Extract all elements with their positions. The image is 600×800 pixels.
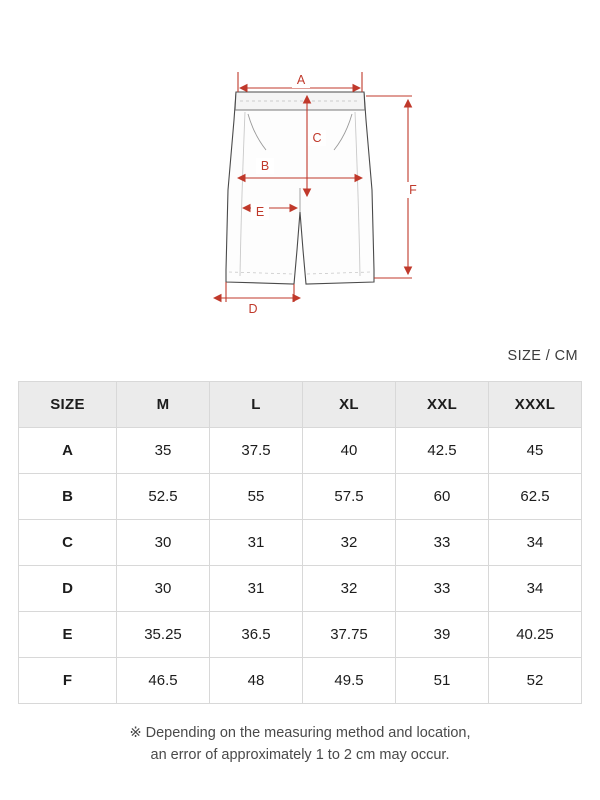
cell: 33 <box>396 520 489 566</box>
table-header <box>19 382 582 428</box>
label-A: A <box>296 73 306 87</box>
disclaimer-line-1: ※ Depending on the measuring method and location, <box>129 725 471 741</box>
cell: 40.25 <box>489 612 582 658</box>
table-row <box>19 474 582 520</box>
column-header-size: SIZE <box>19 382 117 428</box>
cell: 55 <box>210 474 303 520</box>
row-label: C <box>19 520 117 566</box>
unit-label: SIZE / CM <box>507 348 578 364</box>
table-row <box>19 612 582 658</box>
cell: 57.5 <box>303 474 396 520</box>
table-body <box>19 428 582 704</box>
garment-diagram <box>0 0 600 340</box>
row-label: E <box>19 612 117 658</box>
table-row <box>19 520 582 566</box>
table-header-row <box>19 382 582 428</box>
cell: 32 <box>303 566 396 612</box>
cell: 39 <box>396 612 489 658</box>
cell: 60 <box>396 474 489 520</box>
column-header-xl: XL <box>303 382 396 428</box>
cell: 34 <box>489 566 582 612</box>
disclaimer-line-2: an error of approximately 1 to 2 cm may occur. <box>150 747 450 763</box>
row-label: B <box>19 474 117 520</box>
cell: 31 <box>210 520 303 566</box>
size-table <box>18 381 582 704</box>
cell: 34 <box>489 520 582 566</box>
column-header-xxxl: XXXL <box>489 382 582 428</box>
cell: 37.5 <box>210 428 303 474</box>
cell: 35 <box>117 428 210 474</box>
cell: 48 <box>210 658 303 704</box>
label-E: E <box>255 205 265 219</box>
cell: 40 <box>303 428 396 474</box>
cell: 62.5 <box>489 474 582 520</box>
label-D: D <box>248 302 258 316</box>
measurement-disclaimer <box>0 722 600 766</box>
label-C: C <box>312 131 322 145</box>
cell: 33 <box>396 566 489 612</box>
table-row <box>19 566 582 612</box>
cell: 32 <box>303 520 396 566</box>
column-header-m: M <box>117 382 210 428</box>
label-B: B <box>260 159 270 173</box>
table-row <box>19 658 582 704</box>
cell: 31 <box>210 566 303 612</box>
cell: 45 <box>489 428 582 474</box>
size-table-wrapper <box>18 381 582 704</box>
row-label: D <box>19 566 117 612</box>
label-F: F <box>409 183 417 197</box>
cell: 52.5 <box>117 474 210 520</box>
cell: 52 <box>489 658 582 704</box>
cell: 51 <box>396 658 489 704</box>
column-header-l: L <box>210 382 303 428</box>
cell: 42.5 <box>396 428 489 474</box>
column-header-xxl: XXL <box>396 382 489 428</box>
row-label: A <box>19 428 117 474</box>
cell: 49.5 <box>303 658 396 704</box>
cell: 37.75 <box>303 612 396 658</box>
table-row <box>19 428 582 474</box>
cell: 46.5 <box>117 658 210 704</box>
cell: 36.5 <box>210 612 303 658</box>
row-label: F <box>19 658 117 704</box>
cell: 30 <box>117 520 210 566</box>
shorts-illustration <box>0 0 600 340</box>
cell: 35.25 <box>117 612 210 658</box>
cell: 30 <box>117 566 210 612</box>
